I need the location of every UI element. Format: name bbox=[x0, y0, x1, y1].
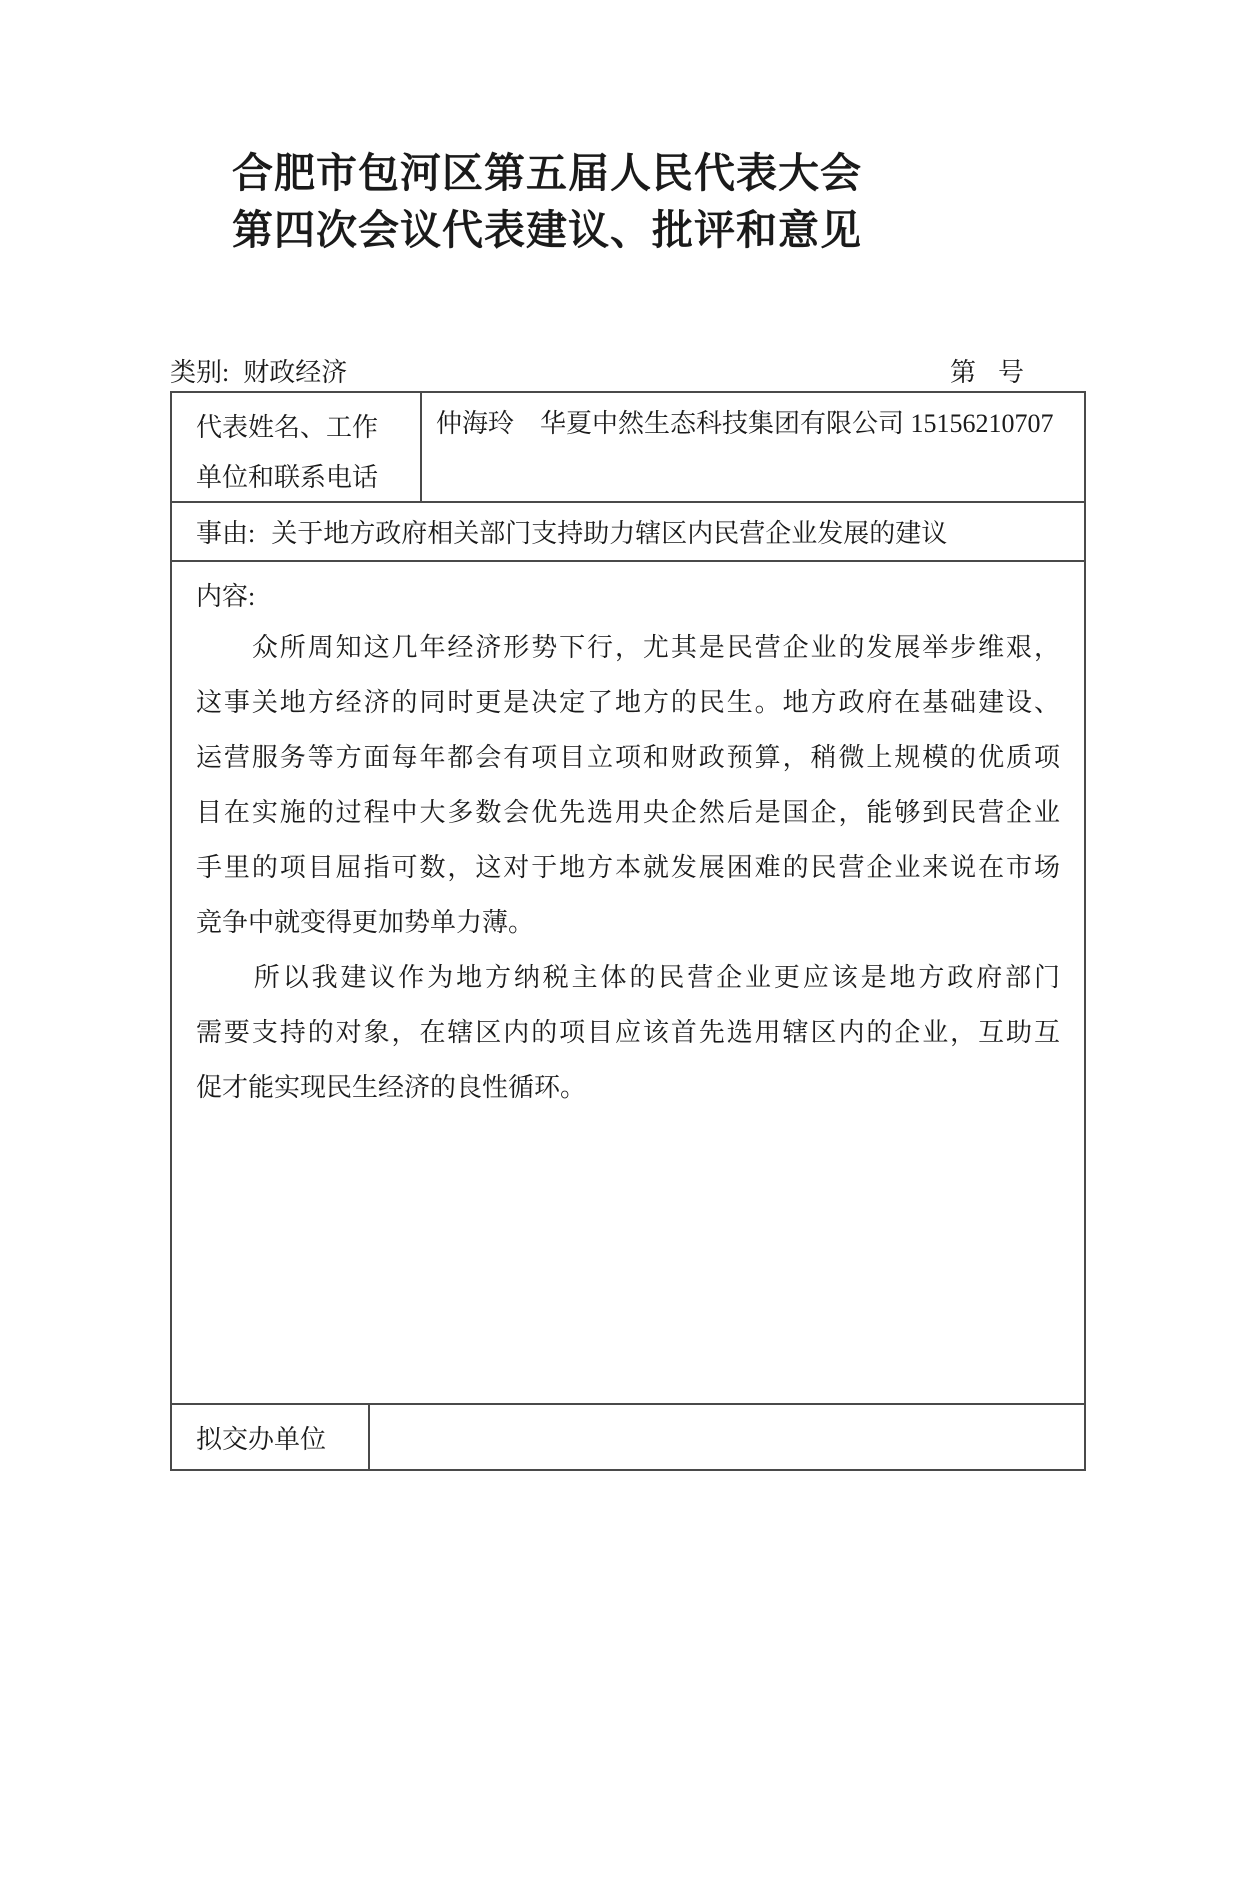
content-text-line: 竞争中就变得更加势单力薄。 bbox=[196, 908, 535, 937]
representative-label bbox=[172, 393, 422, 501]
document-number-suffix: 号 bbox=[997, 358, 1024, 387]
subject-value: 关于地方政府相关部门支持助力辖区内民营企业发展的建议 bbox=[271, 519, 948, 548]
form-table bbox=[170, 391, 1086, 1471]
content-label: 内容: bbox=[196, 582, 256, 611]
content-text-line: 众所周知这几年经济形势下行，尤其是民营企业的发展举步维艰， bbox=[196, 633, 1060, 662]
document-page bbox=[0, 145, 1240, 1898]
content-text-line: 手里的项目屈指可数，这对于地方本就发展困难的民营企业来说在市场 bbox=[196, 853, 1060, 882]
content-text-line: 这事关地方经济的同时更是决定了地方的民生。地方政府在基础建设、 bbox=[196, 688, 1060, 717]
content-paragraph bbox=[196, 950, 1060, 1115]
document-title-line2: 第四次会议代表建议、批评和意见 bbox=[232, 207, 862, 253]
content-row bbox=[172, 562, 1084, 1405]
assign-label: 拟交办单位 bbox=[172, 1405, 370, 1469]
representative-label-line2: 单位和联系电话 bbox=[196, 463, 379, 492]
meta-row bbox=[170, 351, 1086, 389]
document-number-field bbox=[950, 352, 1024, 389]
content-text-line: 所以我建议作为地方纳税主体的民营企业更应该是地方政府部门 bbox=[196, 963, 1060, 992]
representative-row bbox=[172, 393, 1084, 503]
category-label: 类别: bbox=[170, 358, 230, 387]
assign-row bbox=[172, 1405, 1084, 1469]
content-text-line: 目在实施的过程中大多数会优先选用央企然后是国企，能够到民营企业 bbox=[196, 798, 1060, 827]
category-value: 财政经济 bbox=[243, 358, 348, 387]
content-text-line: 运营服务等方面每年都会有项目立项和财政预算，稍微上规模的优质项 bbox=[196, 743, 1060, 772]
content-text-line: 需要支持的对象，在辖区内的项目应该首先选用辖区内的企业，互助互 bbox=[196, 1018, 1060, 1047]
subject-row bbox=[172, 503, 1084, 562]
document-title-line1: 合肥市包河区第五届人民代表大会 bbox=[232, 150, 862, 196]
content-text-line: 促才能实现民生经济的良性循环。 bbox=[196, 1073, 587, 1102]
assign-value bbox=[370, 1405, 1084, 1469]
representative-value: 仲海玲 华夏中然生态科技集团有限公司 15156210707 bbox=[436, 409, 1054, 438]
subject-label: 事由: bbox=[196, 519, 256, 548]
content-paragraph bbox=[196, 620, 1060, 950]
representative-label-line1: 代表姓名、工作 bbox=[196, 413, 379, 442]
document-number-prefix: 第 bbox=[949, 358, 976, 387]
category-field bbox=[170, 352, 347, 389]
document-title bbox=[0, 145, 1240, 259]
